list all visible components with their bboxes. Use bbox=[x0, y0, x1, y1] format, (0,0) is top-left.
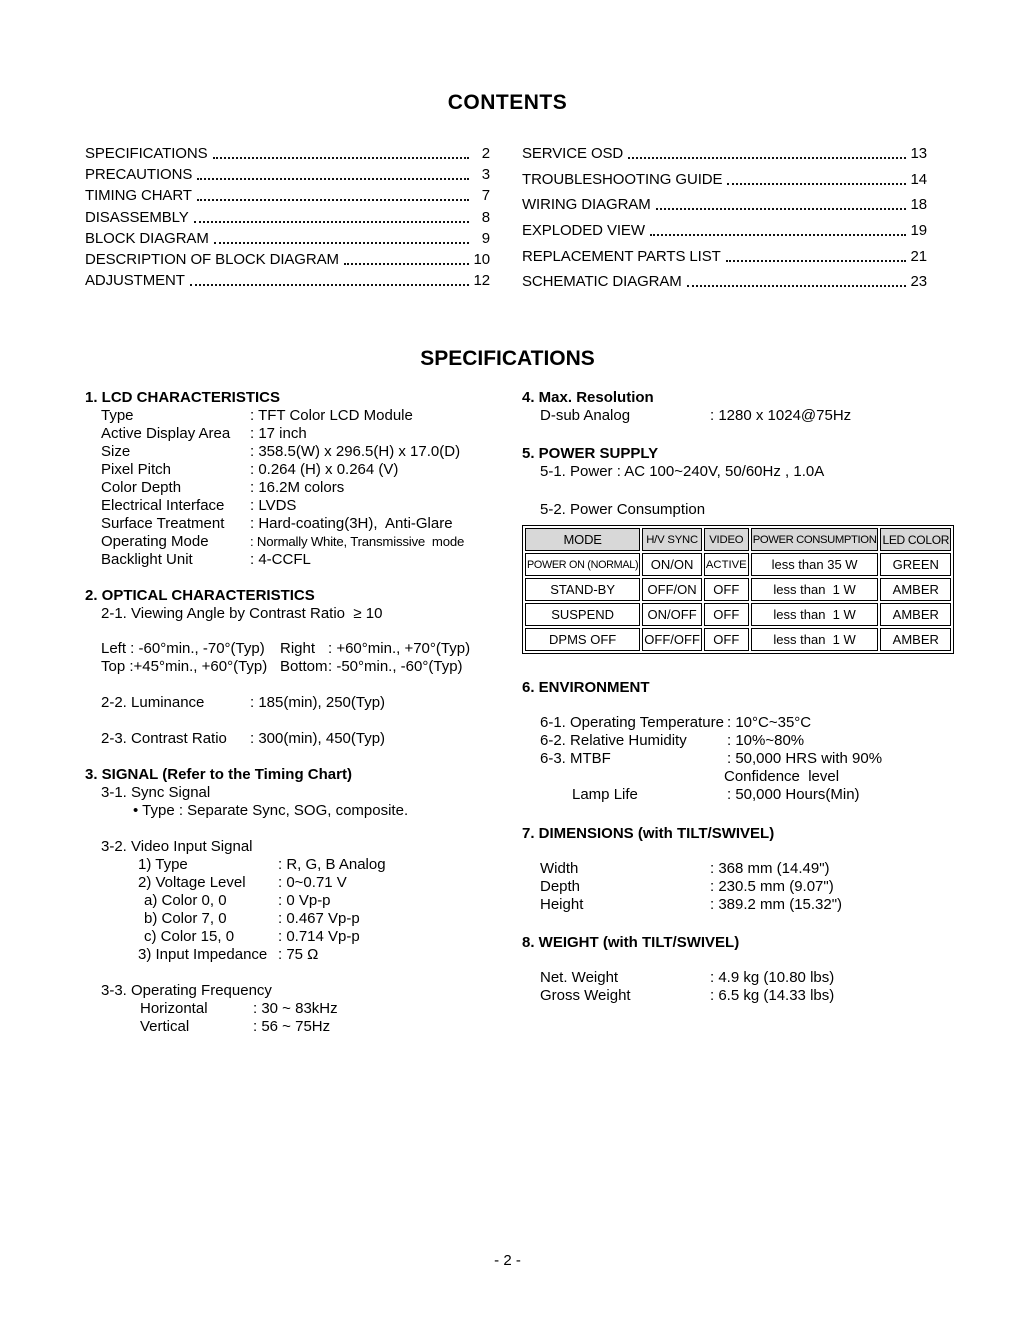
spec-value: : 56 ~ 75Hz bbox=[253, 1018, 331, 1035]
toc-left-column bbox=[85, 145, 490, 299]
section-signal bbox=[85, 766, 518, 1036]
table-cell-power: less than 1 W bbox=[751, 578, 879, 601]
spec-value: : TFT Color LCD Module bbox=[250, 407, 413, 424]
table-cell-mode: DPMS OFF bbox=[525, 628, 640, 651]
spec-row bbox=[101, 479, 518, 497]
spec-value: : 368 mm (14.49") bbox=[710, 860, 830, 877]
spec-row bbox=[101, 425, 518, 443]
table-cell-power: less than 1 W bbox=[751, 603, 879, 626]
dot-leader bbox=[650, 234, 906, 236]
spec-label: Type bbox=[101, 407, 134, 424]
section-max-resolution bbox=[522, 389, 934, 425]
toc-page-number: 10 bbox=[473, 250, 490, 268]
spec-value: : 4-CCFL bbox=[250, 551, 311, 568]
dot-leader bbox=[213, 157, 469, 159]
toc-entry bbox=[522, 222, 927, 239]
section-heading: 7. DIMENSIONS (with TILT/SWIVEL) bbox=[522, 825, 775, 842]
spec-label: 6-1. Operating Temperature bbox=[540, 714, 724, 731]
spec-value: : 16.2M colors bbox=[250, 479, 345, 496]
spec-value: : 50,000 HRS with 90% bbox=[727, 750, 883, 767]
spec-row bbox=[540, 969, 934, 987]
toc-page-number: 9 bbox=[481, 229, 490, 247]
spec-label: Depth bbox=[540, 878, 581, 895]
spec-label: a) Color 0, 0 bbox=[144, 892, 227, 909]
spec-value: : 1280 x 1024@75Hz bbox=[710, 407, 852, 424]
spec-label: Lamp Life bbox=[572, 786, 638, 803]
angle-row bbox=[101, 658, 518, 676]
toc-entry-label: BLOCK DIAGRAM bbox=[85, 229, 209, 247]
section-heading: 5. POWER SUPPLY bbox=[522, 445, 659, 462]
toc-entry-label: EXPLODED VIEW bbox=[522, 222, 645, 240]
section-environment bbox=[522, 679, 934, 804]
power-line: 5-1. Power : AC 100~240V, 50/60Hz , 1.0A bbox=[540, 463, 825, 480]
dot-leader bbox=[726, 260, 906, 262]
spec-label: Electrical Interface bbox=[101, 497, 225, 514]
spec-value: : 0~0.71 V bbox=[278, 874, 347, 891]
spec-label: Operating Mode bbox=[101, 533, 209, 550]
toc-page-number: 12 bbox=[473, 272, 490, 290]
section-heading: 4. Max. Resolution bbox=[522, 389, 654, 406]
spec-row bbox=[101, 497, 518, 515]
section-heading: 1. LCD CHARACTERISTICS bbox=[85, 389, 281, 406]
spec-row bbox=[138, 928, 518, 946]
toc-entry bbox=[85, 209, 490, 226]
table-cell-mode: STAND-BY bbox=[525, 578, 640, 601]
toc-entry-label: PRECAUTIONS bbox=[85, 166, 193, 184]
spec-row bbox=[138, 946, 518, 964]
toc-page-number: 3 bbox=[481, 166, 490, 184]
spec-row bbox=[101, 461, 518, 479]
table-cell-led: AMBER bbox=[880, 628, 951, 651]
spec-row bbox=[101, 551, 518, 569]
spec-row bbox=[540, 732, 934, 750]
toc-page-number: 14 bbox=[910, 170, 927, 188]
table-cell-sync: ON/OFF bbox=[642, 603, 702, 626]
table-cell-led: AMBER bbox=[880, 603, 951, 626]
table-cell-led: GREEN bbox=[880, 553, 951, 576]
section-heading: 8. WEIGHT (with TILT/SWIVEL) bbox=[522, 934, 740, 951]
section-optical-characteristics bbox=[85, 587, 518, 748]
spec-value: : Hard-coating(3H), Anti-Glare bbox=[250, 515, 453, 532]
table-cell-sync: ON/ON bbox=[642, 553, 702, 576]
spec-label: Vertical bbox=[140, 1018, 190, 1035]
table-header-video: VIDEO bbox=[704, 528, 749, 551]
toc-page-number: 7 bbox=[481, 187, 490, 205]
spec-value: : 30 ~ 83kHz bbox=[253, 1000, 338, 1017]
table-header-hv-sync: H/V SYNC bbox=[642, 528, 702, 551]
angle-row bbox=[101, 640, 518, 658]
table-cell-power: less than 1 W bbox=[751, 628, 879, 651]
toc-entry-label: SCHEMATIC DIAGRAM bbox=[522, 273, 682, 291]
spec-row bbox=[540, 786, 934, 804]
spec-value: : 0.264 (H) x 0.264 (V) bbox=[250, 461, 399, 478]
spec-row bbox=[540, 896, 934, 914]
spec-label: Height bbox=[540, 896, 584, 913]
dot-leader bbox=[190, 284, 469, 286]
section-power-supply bbox=[522, 445, 950, 654]
table-cell-mode: SUSPEND bbox=[525, 603, 640, 626]
toc-right-column bbox=[522, 145, 927, 299]
spec-row bbox=[101, 515, 518, 533]
spec-value: : LVDS bbox=[250, 497, 297, 514]
toc-entry bbox=[522, 273, 927, 290]
spec-label: 2-2. Luminance bbox=[101, 694, 205, 711]
table-header-row bbox=[525, 528, 951, 551]
section-heading: 2. OPTICAL CHARACTERISTICS bbox=[85, 587, 315, 604]
toc-entry bbox=[522, 248, 927, 265]
spec-label: 1) Type bbox=[138, 856, 188, 873]
toc-entry bbox=[85, 230, 490, 247]
table-cell-sync: OFF/ON bbox=[642, 578, 702, 601]
spec-value: : R, G, B Analog bbox=[278, 856, 386, 873]
toc-entry-label: DISASSEMBLY bbox=[85, 208, 189, 226]
toc-entry bbox=[522, 145, 927, 162]
table-row bbox=[525, 628, 951, 651]
spec-row bbox=[138, 874, 518, 892]
section-heading: 3. SIGNAL (Refer to the Timing Chart) bbox=[85, 766, 352, 783]
table-row bbox=[525, 578, 951, 601]
spec-label: 6-3. MTBF bbox=[540, 750, 611, 767]
table-cell-power: less than 35 W bbox=[751, 553, 879, 576]
spec-value: : 300(min), 450(Typ) bbox=[250, 730, 386, 747]
spec-value: : 10%~80% bbox=[727, 732, 805, 749]
toc-entry bbox=[522, 171, 927, 188]
table-row bbox=[525, 603, 951, 626]
dot-leader bbox=[344, 263, 469, 265]
toc-entry-label: SERVICE OSD bbox=[522, 145, 624, 162]
section-lcd-characteristics bbox=[85, 389, 518, 569]
toc-page-number: 21 bbox=[910, 247, 927, 265]
spec-label: Size bbox=[101, 443, 131, 460]
spec-row bbox=[138, 856, 518, 874]
spec-row bbox=[138, 892, 518, 910]
toc-entry bbox=[522, 196, 927, 213]
table-row bbox=[525, 553, 951, 576]
spec-label: 2-3. Contrast Ratio bbox=[101, 730, 227, 747]
sync-type-bullet: • Type : Separate Sync, SOG, composite. bbox=[133, 802, 409, 819]
spec-label: 3) Input Impedance bbox=[138, 946, 268, 963]
table-header-power-consumption: POWER CONSUMPTION bbox=[751, 528, 879, 551]
toc-entry-label: TROUBLESHOOTING GUIDE bbox=[522, 170, 723, 188]
spec-row bbox=[138, 910, 518, 928]
dot-leader bbox=[194, 221, 469, 223]
spec-label: b) Color 7, 0 bbox=[144, 910, 227, 927]
dot-leader bbox=[628, 157, 906, 159]
toc-page-number: 19 bbox=[910, 222, 927, 240]
toc-entry bbox=[85, 251, 490, 268]
table-header-mode: MODE bbox=[525, 528, 640, 551]
spec-label: Color Depth bbox=[101, 479, 182, 496]
dot-leader bbox=[214, 242, 469, 244]
table-cell-sync: OFF/OFF bbox=[642, 628, 702, 651]
toc-entry bbox=[85, 166, 490, 183]
spec-value: : 0.467 Vp-p bbox=[278, 910, 360, 927]
table-cell-led: AMBER bbox=[880, 578, 951, 601]
table-cell-video: OFF bbox=[704, 578, 749, 601]
toc-entry-label: SPECIFICATIONS bbox=[85, 145, 208, 162]
spec-right-column bbox=[522, 389, 950, 1005]
table-of-contents bbox=[85, 145, 927, 299]
dot-leader bbox=[197, 178, 469, 180]
sync-signal-title: 3-1. Sync Signal bbox=[101, 784, 211, 801]
angle-bottom-label: Bottom bbox=[280, 658, 328, 675]
spec-row bbox=[540, 860, 934, 878]
section-dimensions bbox=[522, 825, 934, 914]
angle-left: Left : -60°min., -70°(Typ) bbox=[101, 640, 265, 657]
power-consumption-title: 5-2. Power Consumption bbox=[540, 501, 706, 518]
table-cell-mode: POWER ON (NORMAL) bbox=[525, 553, 640, 576]
toc-entry-label: TIMING CHART bbox=[85, 187, 192, 205]
spec-row bbox=[540, 407, 934, 425]
spec-value: : 10°C~35°C bbox=[727, 714, 812, 731]
operating-frequency-title: 3-3. Operating Frequency bbox=[101, 982, 272, 999]
angle-top: Top :+45°min., +60°(Typ) bbox=[101, 658, 268, 675]
spec-label: 6-2. Relative Humidity bbox=[540, 732, 687, 749]
angle-right-label: Right bbox=[280, 640, 316, 657]
section-heading: 6. ENVIRONMENT bbox=[522, 679, 650, 696]
dot-leader bbox=[656, 208, 906, 210]
spec-value: : 0 Vp-p bbox=[278, 892, 331, 909]
toc-page-number: 18 bbox=[910, 196, 927, 214]
mtbf-continuation: Confidence level bbox=[724, 768, 840, 785]
viewing-angle-line: 2-1. Viewing Angle by Contrast Ratio ≥ 10 bbox=[101, 605, 383, 622]
toc-entry bbox=[85, 272, 490, 289]
spec-row bbox=[101, 533, 518, 551]
section-weight bbox=[522, 934, 934, 1005]
spec-label: Backlight Unit bbox=[101, 551, 193, 568]
spec-value: : 50,000 Hours(Min) bbox=[727, 786, 860, 803]
table-cell-video: OFF bbox=[704, 628, 749, 651]
spec-value: : 4.9 kg (10.80 lbs) bbox=[710, 969, 835, 986]
spec-value: : 185(min), 250(Typ) bbox=[250, 694, 386, 711]
spec-row bbox=[101, 443, 518, 461]
spec-row bbox=[540, 750, 934, 768]
specifications-title: SPECIFICATIONS bbox=[420, 347, 595, 370]
spec-row bbox=[540, 714, 934, 732]
spec-row bbox=[140, 1000, 518, 1018]
spec-value: : 389.2 mm (15.32") bbox=[710, 896, 843, 913]
spec-label: Horizontal bbox=[140, 1000, 208, 1017]
contents-title: CONTENTS bbox=[447, 91, 568, 114]
toc-entry-label: DESCRIPTION OF BLOCK DIAGRAM bbox=[85, 250, 339, 268]
toc-entry-label: WIRING DIAGRAM bbox=[522, 196, 651, 214]
dot-leader bbox=[197, 199, 469, 201]
spec-label: Surface Treatment bbox=[101, 515, 225, 532]
dot-leader bbox=[687, 285, 906, 287]
spec-left-column bbox=[85, 389, 518, 1036]
spec-label: 2) Voltage Level bbox=[138, 874, 246, 891]
spec-label: c) Color 15, 0 bbox=[144, 928, 235, 945]
video-input-title: 3-2. Video Input Signal bbox=[101, 838, 253, 855]
toc-entry bbox=[85, 145, 490, 162]
angle-bottom-value: : -50°min., -60°(Typ) bbox=[328, 658, 463, 675]
spec-value: : 0.714 Vp-p bbox=[278, 928, 360, 945]
angle-right-value: : +60°min., +70°(Typ) bbox=[328, 640, 471, 657]
toc-entry-label: REPLACEMENT PARTS LIST bbox=[522, 247, 721, 265]
power-consumption-table bbox=[522, 525, 954, 654]
toc-page-number: 23 bbox=[910, 273, 927, 291]
toc-page-number: 13 bbox=[910, 145, 927, 162]
spec-value: : 358.5(W) x 296.5(H) x 17.0(D) bbox=[250, 443, 461, 460]
spec-row bbox=[540, 987, 934, 1005]
page-number-footer: - 2 - bbox=[494, 1252, 521, 1269]
spec-row bbox=[101, 407, 518, 425]
spec-value: : Normally White, Transmissive mode bbox=[250, 534, 465, 549]
spec-value: : 230.5 mm (9.07") bbox=[710, 878, 834, 895]
spec-label: Width bbox=[540, 860, 579, 877]
toc-entry-label: ADJUSTMENT bbox=[85, 272, 185, 290]
spec-label: Net. Weight bbox=[540, 969, 619, 986]
table-header-led-color: LED COLOR bbox=[880, 528, 951, 551]
spec-value: : 6.5 kg (14.33 lbs) bbox=[710, 987, 835, 1004]
spec-label: Pixel Pitch bbox=[101, 461, 172, 478]
spec-row bbox=[101, 694, 518, 712]
spec-value: : 75 Ω bbox=[278, 946, 319, 963]
spec-value: : 17 inch bbox=[250, 425, 307, 442]
toc-entry bbox=[85, 187, 490, 204]
table-cell-video: ACTIVE bbox=[704, 553, 749, 576]
spec-row bbox=[140, 1018, 518, 1036]
spec-row bbox=[540, 878, 934, 896]
spec-row bbox=[101, 730, 518, 748]
dot-leader bbox=[727, 183, 906, 185]
toc-page-number: 2 bbox=[481, 145, 490, 162]
spec-label: Active Display Area bbox=[101, 425, 231, 442]
table-cell-video: OFF bbox=[704, 603, 749, 626]
toc-page-number: 8 bbox=[481, 208, 490, 226]
spec-label: Gross Weight bbox=[540, 987, 631, 1004]
spec-label: D-sub Analog bbox=[540, 407, 631, 424]
